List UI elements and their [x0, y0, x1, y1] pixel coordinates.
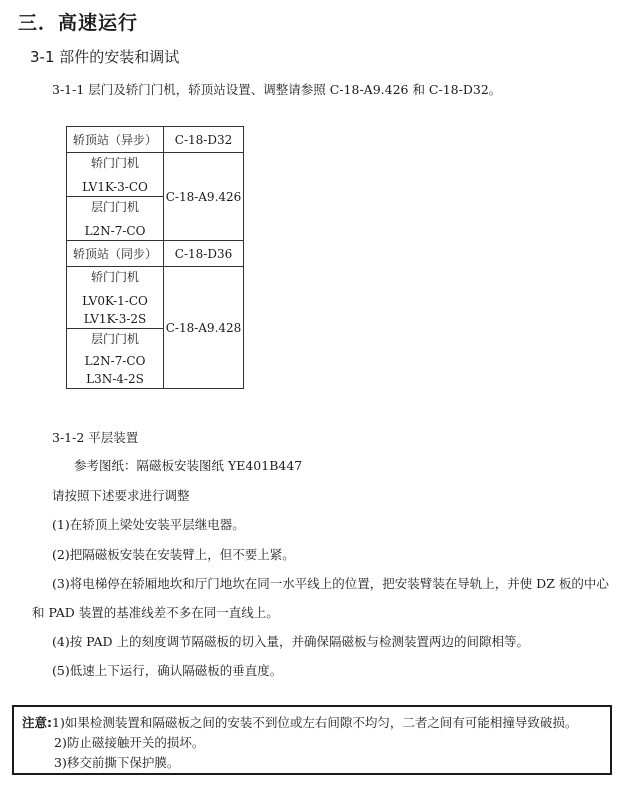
item-3-1-2: 3-1-2 平层装置 — [52, 430, 139, 445]
step-3-line-1: (3)将电梯停在轿厢地坎和厅门地坎在同一水平线上的位置，把安装臂装在导轨上，并使 DZ 板的中心 — [52, 576, 609, 591]
table-cell-text: 轿顶站（异步） — [72, 133, 157, 147]
caution-line-3: 3)移交前撕下保护膜。 — [54, 755, 180, 770]
caution-label: 注意: — [22, 715, 52, 730]
caution-text: 1)如果检测装置和隔磁板之间的安装不到位或左右间隙不均匀，二者之间有可能相撞导致破损。 — [52, 715, 578, 730]
table-cell-text: 层门门机 — [90, 331, 139, 346]
table-cell-text: L2N-7-CO — [84, 353, 146, 368]
table-cell-text: 轿顶站（同步） — [72, 247, 157, 261]
table-cell-text: C-18-A9.426 — [165, 189, 242, 204]
table-cell — [67, 197, 164, 241]
step-2: (2)把隔磁板安装在安装臂上，但不要上紧。 — [52, 547, 295, 562]
table-cell — [67, 267, 164, 329]
table-cell — [67, 241, 164, 267]
step-1: (1)在轿顶上梁处安装平层继电器。 — [52, 517, 245, 532]
step-3-line-2: 和 PAD 装置的基准线差不多在同一直线上。 — [32, 605, 279, 620]
section-title: 三．高速运行 — [18, 12, 139, 34]
reference-drawing: 参考图纸：隔磁板安装图纸 YE401B447 — [74, 458, 303, 473]
table-cell-text: C-18-D36 — [174, 246, 233, 261]
instruction-text: 请按照下述要求进行调整 — [52, 488, 190, 503]
table-cell-text: C-18-A9.428 — [165, 320, 242, 335]
table-cell-text: 轿门门机 — [90, 155, 139, 170]
table-cell — [164, 153, 244, 241]
step-4: (4)按 PAD 上的刻度调节隔磁板的切入量，并确保隔磁板与检测装置两边的间隙相等。 — [52, 634, 529, 649]
table-cell — [67, 127, 164, 153]
table-cell — [67, 329, 164, 389]
table-cell-text: LV1K-3-CO — [82, 179, 148, 194]
subsection-title: 3-1 部件的安装和调试 — [30, 48, 180, 66]
table-cell-text: 轿门门机 — [90, 269, 139, 284]
table-cell — [67, 153, 164, 197]
table-cell — [164, 241, 244, 267]
table-cell-text: LV1K-3-2S — [83, 311, 147, 326]
table-cell-text: LV0K-1-CO — [82, 293, 148, 308]
caution-box — [12, 705, 612, 775]
table-cell-text: C-18-D32 — [174, 132, 233, 147]
table-cell-text: 层门门机 — [90, 199, 139, 214]
table-cell-text: L3N-4-2S — [86, 371, 144, 386]
item-3-1-1: 3-1-1 层门及轿门门机，轿顶站设置、调整请参照 C-18-A9.426 和 C-18-D32。 — [52, 82, 502, 97]
caution-line-2: 2)防止磁接触开关的损坏。 — [54, 735, 205, 750]
caution-line-1 — [22, 713, 577, 731]
door-machine-reference-table — [66, 126, 244, 389]
table-cell — [164, 127, 244, 153]
step-5: (5)低速上下运行，确认隔磁板的垂直度。 — [52, 663, 283, 678]
table-cell — [164, 267, 244, 389]
table-cell-text: L2N-7-CO — [84, 223, 146, 238]
